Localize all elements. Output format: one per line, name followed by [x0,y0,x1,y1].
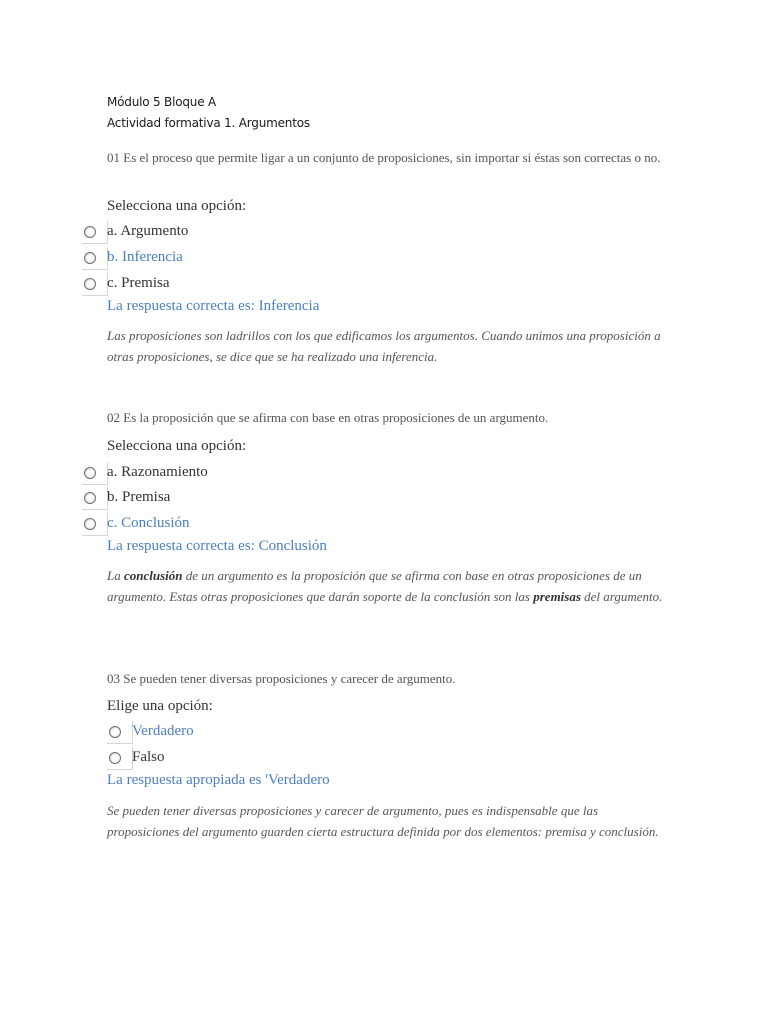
question-1-option-a[interactable] [82,224,482,250]
option-label: b. Premisa [107,489,171,505]
question-2-text: 02 Es la proposición que se afirma con base en otras proposiciones de un argumento. [107,410,549,425]
module-title: Módulo 5 Bloque A [107,95,216,109]
radio-button-icon[interactable] [84,252,96,264]
question-1-prompt: Selecciona una opción: [107,198,247,214]
option-label: Falso [132,749,165,765]
activity-title: Actividad formativa 1. Argumentos [107,116,310,130]
option-label: a. Argumento [107,223,189,239]
radio-button-icon[interactable] [84,492,96,504]
feedback-text: La [107,568,124,583]
radio-button-icon[interactable] [84,226,96,238]
radio-button-icon[interactable] [84,278,96,290]
feedback-bold-term: premisas [533,589,581,604]
feedback-bold-term: conclusión [123,568,183,583]
question-3-feedback: Se pueden tener diversas proposiciones y carecer de argumento, pues es indispensable que las proposiciones del argumento guarden cierta estructura definida por dos elementos: premisa y conclusión. [107,803,659,839]
radio-button-icon[interactable] [109,726,121,738]
question-1-option-b[interactable] [82,250,482,276]
feedback-text: del argumento. [580,589,663,604]
option-label: c. Premisa [107,275,170,291]
question-1-answer: La respuesta correcta es: Inferencia [107,298,320,314]
radio-button-icon[interactable] [84,467,96,479]
question-2-prompt: Selecciona una opción: [107,438,247,454]
question-3-answer: La respuesta apropiada es 'Verdadero [107,772,330,788]
radio-button-icon[interactable] [109,752,121,764]
feedback-text: de un argumento es la proposición que se afirma con base en otras proposiciones de un argumento. Estas otras proposiciones que darán soporte de la conclusión son las [107,568,642,604]
question-1-feedback: Las proposiciones son ladrillos con los que edificamos los argumentos. Cuando unimos una proposición a otras proposiciones, se dice que se ha realizado una inferencia. [107,328,661,364]
question-3-option-true[interactable] [107,724,507,750]
question-2-answer: La respuesta correcta es: Conclusión [107,538,327,554]
option-label: Verdadero [132,723,194,739]
question-3-prompt: Elige una opción: [107,698,213,714]
question-1-text: 01 Es el proceso que permite ligar a un conjunto de proposiciones, sin importar si éstas son correctas o no. [107,150,661,165]
question-3-text: 03 Se pueden tener diversas proposiciones y carecer de argumento. [107,671,456,686]
option-label: b. Inferencia [107,249,183,265]
question-2-option-a[interactable] [82,465,482,491]
option-label: a. Razonamiento [107,464,208,480]
question-2-option-b[interactable] [82,490,482,516]
question-2-feedback [107,565,667,607]
option-label: c. Conclusión [107,515,190,531]
radio-button-icon[interactable] [84,518,96,530]
